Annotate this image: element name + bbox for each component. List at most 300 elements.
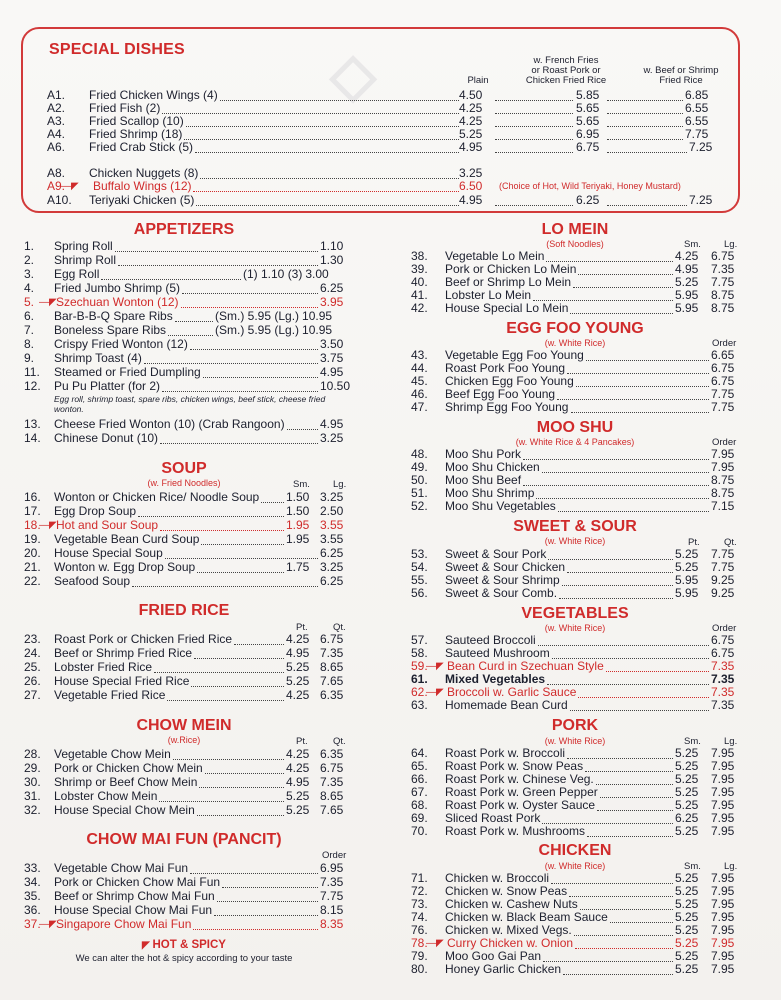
fried-rice-col-pint: Pt. xyxy=(296,622,308,633)
item-name: Moo Shu Beef xyxy=(445,473,522,487)
item-price: 8.75 xyxy=(711,288,735,302)
dot-leader xyxy=(495,89,573,101)
lo-mein-col-small: Sm. xyxy=(684,239,701,250)
item-name: Vegetable Bean Curd Soup xyxy=(54,532,200,546)
item-number: 34. xyxy=(24,875,41,889)
item-number: 43. xyxy=(411,348,428,362)
menu-item-row xyxy=(0,760,781,773)
price-fries: 6.25 xyxy=(576,193,600,207)
item-price-small: 1.95 xyxy=(286,532,310,546)
item-name: Roast Pork w. Oyster Sauce xyxy=(445,798,596,812)
item-price: 8.75 xyxy=(711,473,735,487)
chili-pepper-icon: ―◤ xyxy=(61,181,79,192)
item-price: 6.35 xyxy=(320,747,344,761)
item-price: 7.35 xyxy=(320,775,344,789)
item-price-small: 5.95 xyxy=(675,573,699,587)
item-name: Chicken w. Broccoli xyxy=(445,871,550,885)
item-number: 65. xyxy=(411,759,428,773)
dot-leader xyxy=(606,660,709,672)
menu-item-row xyxy=(0,963,781,976)
dot-leader xyxy=(570,302,673,314)
item-price-small: 5.25 xyxy=(675,949,699,963)
special-item-row xyxy=(47,180,728,193)
dot-leader xyxy=(573,276,673,288)
price-plain: 4.95 xyxy=(459,193,483,207)
item-price: 7.95 xyxy=(711,824,735,838)
item-number: 25. xyxy=(24,660,41,674)
menu-item-row xyxy=(0,548,781,561)
dot-leader xyxy=(547,673,709,685)
item-number: 55. xyxy=(411,573,428,587)
item-price: 7.95 xyxy=(711,811,735,825)
dot-leader xyxy=(162,102,459,114)
item-number: 42. xyxy=(411,301,428,315)
item-number: 40. xyxy=(411,275,428,289)
item-price: 3.75 xyxy=(320,351,344,365)
item-number: 32. xyxy=(24,803,41,817)
dot-leader xyxy=(287,418,318,430)
item-price: 3.25 xyxy=(320,431,344,445)
item-number: 9. xyxy=(24,351,35,365)
item-name: Teriyaki Chicken (5) xyxy=(89,193,195,207)
dot-leader xyxy=(578,686,709,698)
item-number: 4. xyxy=(24,281,35,295)
item-price: 6.25 xyxy=(320,546,344,560)
item-price-small: 5.25 xyxy=(675,871,699,885)
item-price: 6.25 xyxy=(320,281,344,295)
price-plain: 4.25 xyxy=(459,101,483,115)
background-watermark: ◇ xyxy=(330,42,377,108)
item-number: 33. xyxy=(24,861,41,875)
chicken-col-large: Lg. xyxy=(724,861,738,872)
menu-item-row xyxy=(0,660,781,673)
item-number: 68. xyxy=(411,798,428,812)
price-fries: 5.85 xyxy=(576,88,600,102)
item-number: A2. xyxy=(47,101,66,115)
item-price: 8.65 xyxy=(320,789,344,803)
item-number: 41. xyxy=(411,288,428,302)
item-price: 6.75 xyxy=(711,249,735,263)
item-number: 23. xyxy=(24,632,41,646)
soup-col-large: Lg. xyxy=(333,479,347,490)
item-name: Homemade Bean Curd xyxy=(445,698,568,712)
menu-item-row xyxy=(0,747,781,760)
menu-item-row xyxy=(0,302,781,315)
menu-item-row xyxy=(0,911,781,924)
header-beef: w. Beef or Shrimp Fried Rice xyxy=(643,65,719,86)
item-number: 45. xyxy=(411,374,428,388)
chili-pepper-icon: ―◤ xyxy=(39,297,57,308)
item-price: 7.95 xyxy=(711,746,735,760)
soup-heading: SOUP xyxy=(161,460,207,477)
item-price: 6.95 xyxy=(320,861,344,875)
pork-col-large: Lg. xyxy=(724,736,738,747)
item-name: Fried Crab Stick (5) xyxy=(89,140,194,154)
price-fries: 6.95 xyxy=(576,127,600,141)
item-number: 48. xyxy=(411,447,428,461)
item-price: 6.35 xyxy=(320,688,344,702)
item-name: Chicken w. Cashew Nuts xyxy=(445,897,578,911)
item-number: 31. xyxy=(24,789,41,803)
item-price: 7.95 xyxy=(711,962,735,976)
item-number: 21. xyxy=(24,560,41,574)
item-name: Vegetable Chow Mai Fun xyxy=(54,861,189,875)
menu-item-row xyxy=(0,461,781,474)
item-price: 1.30 xyxy=(320,253,344,267)
menu-item-row xyxy=(0,375,781,388)
dot-leader xyxy=(184,128,459,140)
item-price: 7.35 xyxy=(711,262,735,276)
item-price: 7.75 xyxy=(711,387,735,401)
dot-leader xyxy=(571,401,709,413)
chili-pepper-icon: ◤ xyxy=(142,940,153,951)
item-name: Roast Pork w. Broccoli xyxy=(445,746,566,760)
item-name: Moo Shu Chicken xyxy=(445,460,540,474)
item-name: Vegetable Egg Foo Young xyxy=(445,348,584,362)
item-number: 54. xyxy=(411,560,428,574)
menu-item-row xyxy=(0,686,781,699)
item-price-small: 5.95 xyxy=(675,288,699,302)
menu-item-row xyxy=(0,500,781,513)
item-number: 3. xyxy=(24,267,35,281)
item-price: 7.35 xyxy=(320,875,344,889)
item-number: 14. xyxy=(24,431,41,445)
item-name: Pu Pu Platter (for 2) xyxy=(54,379,161,393)
item-price: 8.15 xyxy=(320,903,344,917)
item-name: Wonton w. Egg Drop Soup xyxy=(54,560,196,574)
item-number: 50. xyxy=(411,473,428,487)
dot-leader xyxy=(542,461,709,473)
item-name: Egg Roll xyxy=(54,267,100,281)
item-price: 6.25 xyxy=(320,574,344,588)
item-price: 7.95 xyxy=(711,910,735,924)
item-name: Egg Drop Soup xyxy=(54,504,137,518)
item-number: 26. xyxy=(24,674,41,688)
item-price-small: 4.25 xyxy=(286,688,310,702)
item-price-small: 5.25 xyxy=(675,962,699,976)
item-number: A8. xyxy=(47,166,66,180)
item-price: 3.00 xyxy=(305,267,329,281)
item-number: 2. xyxy=(24,253,35,267)
dot-leader xyxy=(523,474,709,486)
chili-pepper-icon: ―◤ xyxy=(426,687,444,698)
menu-item-row xyxy=(0,937,781,950)
pu-pu-platter-note: Egg roll, shrimp toast, spare ribs, chicken wings, beef stick, cheese fried wonton. xyxy=(54,394,326,414)
item-price: 6.75 xyxy=(711,374,735,388)
chili-pepper-icon: ―◤ xyxy=(426,938,444,949)
dot-leader xyxy=(607,194,687,206)
item-size-price: (Sm.) 5.95 (Lg.) xyxy=(215,323,300,337)
item-price-small: 5.25 xyxy=(675,884,699,898)
price-beef: 6.85 xyxy=(685,88,709,102)
egg-foo-young-heading: EGG FOO YOUNG xyxy=(506,320,644,337)
item-name: Broccoli w. Garlic Sauce xyxy=(447,685,577,699)
item-number: 28. xyxy=(24,747,41,761)
menu-item-row xyxy=(0,812,781,825)
item-name: Hot and Sour Soup xyxy=(56,518,159,532)
menu-item-row xyxy=(0,448,781,461)
item-number: 38. xyxy=(411,249,428,263)
item-number: 16. xyxy=(24,490,41,504)
item-price: 3.55 xyxy=(320,532,344,546)
item-name: Vegetable Fried Rice xyxy=(54,688,166,702)
item-name: Shrimp Egg Foo Young xyxy=(445,400,569,414)
item-price-small: 5.25 xyxy=(675,560,699,574)
moo-shu-heading: MOO SHU xyxy=(536,419,614,436)
item-price: 2.50 xyxy=(320,504,344,518)
item-number: A4. xyxy=(47,127,66,141)
moo-shu-subnote: (w. White Rice & 4 Pancakes) xyxy=(515,437,635,447)
item-price: 7.95 xyxy=(711,923,735,937)
item-name: Beef or Shrimp Lo Mein xyxy=(445,275,572,289)
item-number: 51. xyxy=(411,486,428,500)
item-name: Roast Pork Foo Young xyxy=(445,361,566,375)
item-name: Chicken Egg Foo Young xyxy=(445,374,574,388)
item-number: 67. xyxy=(411,785,428,799)
item-name: House Special Chow Mai Fun xyxy=(54,903,213,917)
dot-leader xyxy=(578,263,673,275)
chili-pepper-icon: ―◤ xyxy=(39,919,57,930)
item-number: A3. xyxy=(47,114,66,128)
menu-item-row xyxy=(0,289,781,302)
sweet-sour-col-pint: Pt. xyxy=(688,537,700,548)
item-name: Beef or Shrimp Fried Rice xyxy=(54,646,193,660)
item-name: Buffalo Wings (12) xyxy=(93,179,192,193)
dot-leader xyxy=(607,102,683,114)
dot-leader xyxy=(196,194,459,206)
item-number: 78. xyxy=(411,936,428,950)
hot-spicy-label: HOT & SPICY xyxy=(152,939,226,951)
item-number: 70. xyxy=(411,824,428,838)
item-price: 7.75 xyxy=(320,889,344,903)
special-dishes-box xyxy=(21,27,740,213)
item-number: A10. xyxy=(47,193,72,207)
item-number: 19. xyxy=(24,532,41,546)
dot-leader xyxy=(186,115,459,127)
menu-item-row xyxy=(0,587,781,600)
item-price-small: 5.95 xyxy=(675,301,699,315)
item-price: 7.35 xyxy=(320,646,344,660)
item-number: 7. xyxy=(24,323,35,337)
item-number: 29. xyxy=(24,761,41,775)
item-name: Fried Shrimp (18) xyxy=(89,127,183,141)
dot-leader xyxy=(600,786,673,798)
chow-mai-fun-heading: CHOW MAI FUN (PANCIT) xyxy=(86,831,282,848)
menu-item-row xyxy=(0,885,781,898)
dot-leader xyxy=(542,812,673,824)
sweet-sour-subnote: (w. White Rice) xyxy=(544,536,606,546)
dot-leader xyxy=(495,128,573,140)
item-price-small: 1.95 xyxy=(286,518,310,532)
dot-leader xyxy=(607,115,683,127)
chow-mein-col-pint: Pt. xyxy=(296,736,308,747)
item-number: 44. xyxy=(411,361,428,375)
item-name: Vegetable Chow Mein xyxy=(54,747,171,761)
item-price-small: 4.95 xyxy=(286,775,310,789)
moo-shu-col-order: Order xyxy=(712,437,737,448)
item-name: Chicken w. Mixed Vegs. xyxy=(445,923,572,937)
pork-col-small: Sm. xyxy=(684,736,701,747)
item-price: 6.75 xyxy=(320,632,344,646)
item-number: 35. xyxy=(24,889,41,903)
price-beef: 7.25 xyxy=(689,140,713,154)
menu-item-row xyxy=(0,647,781,660)
menu-item-row xyxy=(0,673,781,686)
item-name: Cheese Fried Wonton (10) (Crab Rangoon) xyxy=(54,417,285,431)
item-price: 4.95 xyxy=(320,417,344,431)
special-dishes-title: SPECIAL DISHES xyxy=(49,41,185,58)
item-name: Bean Curd in Szechuan Style xyxy=(447,659,604,673)
dot-leader xyxy=(610,911,673,923)
item-number: 72. xyxy=(411,884,428,898)
item-name: Sliced Roast Pork xyxy=(445,811,541,825)
item-name: Vegetable Lo Mein xyxy=(445,249,545,263)
dot-leader xyxy=(200,167,459,179)
dot-leader xyxy=(160,519,284,531)
item-price: 7.35 xyxy=(711,672,735,686)
item-price: 4.95 xyxy=(320,365,344,379)
dot-leader xyxy=(523,448,709,460)
menu-item-row xyxy=(0,773,781,786)
chili-pepper-icon: ―◤ xyxy=(39,520,57,531)
item-name: Pork or Chicken Lo Mein xyxy=(445,262,577,276)
menu-item-row xyxy=(0,634,781,647)
item-price: 3.95 xyxy=(320,295,344,309)
menu-item-row xyxy=(0,898,781,911)
price-fries: 5.65 xyxy=(576,101,600,115)
item-number: 6. xyxy=(24,309,35,323)
item-price-small: 4.25 xyxy=(286,761,310,775)
menu-item-row xyxy=(0,474,781,487)
dot-leader xyxy=(569,885,673,897)
dot-leader xyxy=(495,102,573,114)
item-number: 79. xyxy=(411,949,428,963)
chow-mein-col-quart: Qt. xyxy=(333,736,346,747)
dot-leader xyxy=(580,898,673,910)
item-number: 63. xyxy=(411,698,428,712)
dot-leader xyxy=(567,561,673,573)
item-price: 7.95 xyxy=(711,884,735,898)
item-name: Moo Goo Gai Pan xyxy=(445,949,542,963)
item-price-small: 5.25 xyxy=(286,660,310,674)
item-name: Roast Pork w. Mushrooms xyxy=(445,824,586,838)
menu-item-row xyxy=(0,786,781,799)
menu-item-row xyxy=(0,487,781,500)
item-number: 53. xyxy=(411,547,428,561)
item-price: 7.95 xyxy=(711,798,735,812)
item-price-small: 1.75 xyxy=(286,560,310,574)
item-name: Shrimp Roll xyxy=(54,253,117,267)
item-price: 6.75 xyxy=(711,633,735,647)
dot-leader xyxy=(495,141,573,153)
item-price-small: 5.25 xyxy=(675,746,699,760)
item-name: Pork or Chicken Chow Mai Fun xyxy=(54,875,221,889)
menu-item-row xyxy=(0,872,781,885)
item-name: Crispy Fried Wonton (12) xyxy=(54,337,188,351)
chow-mein-heading: CHOW MEIN xyxy=(136,717,232,734)
dot-leader xyxy=(543,950,673,962)
item-number: 24. xyxy=(24,646,41,660)
item-name: Chinese Donut (10) xyxy=(54,431,159,445)
item-name: Roast Pork w. Chinese Veg. xyxy=(445,772,594,786)
item-name: Fried Chicken Wings (4) xyxy=(89,88,218,102)
item-price: 7.95 xyxy=(711,936,735,950)
item-name: Wonton or Chicken Rice/ Noodle Soup xyxy=(54,490,260,504)
lo-mein-heading: LO MEIN xyxy=(541,221,609,238)
chicken-col-small: Sm. xyxy=(684,861,701,872)
special-item-row xyxy=(47,141,728,154)
item-note: (Choice of Hot, Wild Teriyaki, Honey Mustard) xyxy=(499,181,681,191)
chicken-subnote: (w. White Rice) xyxy=(544,861,606,871)
item-price: 8.75 xyxy=(711,301,735,315)
price-fries: 5.65 xyxy=(576,114,600,128)
item-number: A9. xyxy=(47,179,66,193)
item-number: 52. xyxy=(411,499,428,513)
vegetables-col-order: Order xyxy=(712,623,737,634)
dot-leader xyxy=(576,375,709,387)
dot-leader xyxy=(596,773,673,785)
dot-leader xyxy=(570,699,709,711)
item-price: 7.95 xyxy=(711,871,735,885)
item-name: Honey Garlic Chicken xyxy=(445,962,562,976)
item-price: 10.50 xyxy=(320,379,351,393)
item-name: House Special Lo Mein xyxy=(445,301,569,315)
item-name: Beef Egg Foo Young xyxy=(445,387,556,401)
item-number: 5. xyxy=(24,295,35,309)
price-plain: 4.50 xyxy=(459,88,483,102)
item-number: 69. xyxy=(411,811,428,825)
dot-leader xyxy=(536,487,709,499)
menu-item-row xyxy=(0,401,781,414)
item-price: 7.95 xyxy=(711,949,735,963)
menu-item-row xyxy=(0,263,781,276)
chili-pepper-icon: ―◤ xyxy=(426,661,444,672)
egg-foo-young-col-order: Order xyxy=(712,338,737,349)
item-number: 37. xyxy=(24,917,41,931)
item-name: Spring Roll xyxy=(54,239,113,253)
item-price-small: 5.25 xyxy=(286,674,310,688)
item-price-small: 5.25 xyxy=(675,897,699,911)
item-price: 7.95 xyxy=(711,447,735,461)
dot-leader xyxy=(552,647,709,659)
item-price: 1.10 xyxy=(320,239,344,253)
sweet-sour-col-quart: Qt. xyxy=(724,537,737,548)
item-number: 8. xyxy=(24,337,35,351)
price-plain: 3.25 xyxy=(459,166,483,180)
item-number: 76. xyxy=(411,923,428,937)
menu-item-row xyxy=(0,924,781,937)
dot-leader xyxy=(533,289,673,301)
item-name: Moo Shu Shrimp xyxy=(445,486,535,500)
special-item-row xyxy=(47,194,728,207)
item-number: 17. xyxy=(24,504,41,518)
dot-leader xyxy=(563,963,673,975)
item-name: Sauteed Mushroom xyxy=(445,646,550,660)
item-number: 36. xyxy=(24,903,41,917)
item-price-small: 4.25 xyxy=(286,747,310,761)
item-price: 8.35 xyxy=(320,917,344,931)
dot-leader xyxy=(546,250,673,262)
item-number: 73. xyxy=(411,897,428,911)
item-price: 9.25 xyxy=(711,573,735,587)
dot-leader xyxy=(495,115,573,127)
item-price-small: 4.95 xyxy=(286,646,310,660)
dot-leader xyxy=(597,799,673,811)
dot-leader xyxy=(168,324,213,336)
item-number: 1. xyxy=(24,239,35,253)
item-price: 7.35 xyxy=(711,698,735,712)
menu-item-row xyxy=(0,825,781,838)
